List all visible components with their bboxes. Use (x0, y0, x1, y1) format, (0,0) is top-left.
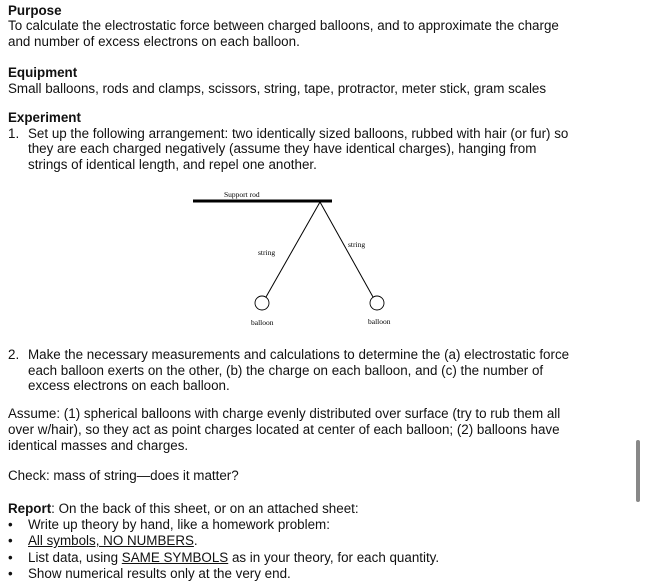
step1-text: Set up the following arrangement: two identically sized balloons, rubbed with hair (or fur) so (28, 126, 569, 141)
bullet-text: SAME SYMBOLS (121, 550, 229, 565)
report-label: Report (8, 501, 52, 516)
string-right (320, 202, 373, 297)
step1-text: they are each charged negatively (assume they have identical charges), hanging from (28, 141, 537, 156)
bullet: • (8, 533, 13, 548)
bullet: • (8, 566, 13, 581)
list-item (8, 550, 439, 566)
report-intro (8, 501, 359, 517)
assume-text: over w/hair), so they act as point charges located at center of each balloon; (2) balloons have (8, 422, 560, 437)
step-number: 2. (8, 347, 20, 362)
step2-text: Make the necessary measurements and calculations to determine the (a) electrostatic force (28, 347, 570, 362)
balloon-right (370, 296, 384, 310)
bullet-text: as in your theory, for each quantity. (228, 550, 440, 565)
bullet: • (8, 550, 13, 565)
bullet-text: All symbols, NO NUMBERS (28, 533, 194, 548)
bullet-text: Show numerical results only at the very end. (28, 566, 291, 581)
experiment-heading: Experiment (8, 110, 81, 125)
list-item (8, 533, 198, 549)
string-label: string (348, 240, 366, 249)
bullet-text: Write up theory by hand, like a homework problem: (28, 517, 330, 532)
step2-text: each balloon exerts on the other, (b) the charge on each balloon, and (c) the number of (28, 363, 544, 378)
equipment-text: Small balloons, rods and clamps, scissors, string, tape, protractor, meter stick, gram scales (8, 81, 547, 96)
list-item (8, 566, 291, 582)
check-text: Check: mass of string—does it matter? (8, 468, 239, 483)
assume-text: Assume: (1) spherical balloons with charge evenly distributed over surface (try to rub them all (8, 406, 561, 421)
support-rod-label: Support rod (224, 190, 260, 199)
bullet-text: List data, using (28, 550, 122, 565)
bullet-text: . (193, 533, 198, 548)
report-intro-text: : On the back of this sheet, or on an attached sheet: (51, 501, 359, 516)
scrollbar[interactable] (636, 440, 640, 502)
equipment-heading: Equipment (8, 65, 78, 80)
assume-text: identical masses and charges. (8, 438, 189, 453)
list-item (8, 517, 330, 533)
purpose-heading: Purpose (8, 3, 62, 18)
purpose-text: To calculate the electrostatic force between charged balloons, and to approximate the charge (8, 18, 559, 33)
step1-text: strings of identical length, and repel one another. (28, 157, 317, 172)
balloon-label: balloon (251, 318, 274, 327)
purpose-text: and number of excess electrons on each balloon. (8, 34, 300, 49)
string-label: string (258, 248, 276, 257)
balloon-label: balloon (368, 317, 391, 326)
balloon-left (255, 296, 269, 310)
bullet: • (8, 517, 13, 532)
step2-text: excess electrons on each balloon. (28, 378, 230, 393)
step-number: 1. (8, 126, 20, 141)
